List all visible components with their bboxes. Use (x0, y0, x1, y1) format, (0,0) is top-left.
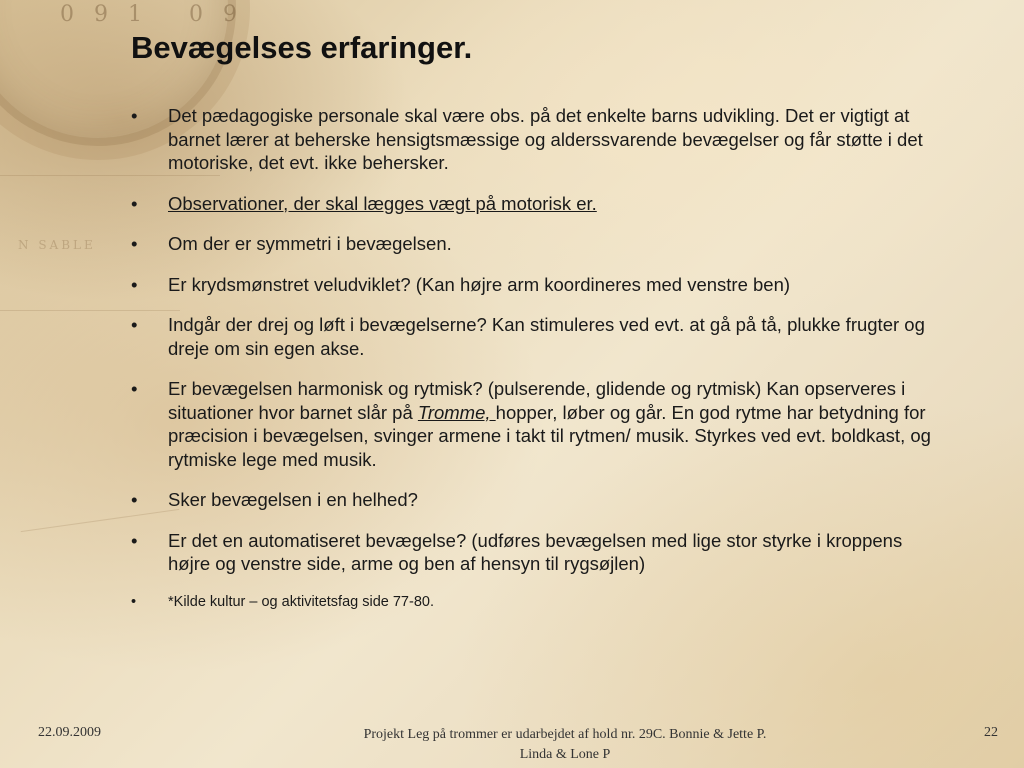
page-number: 22 (984, 725, 998, 740)
source-note (131, 593, 931, 612)
bullet-item (131, 192, 931, 216)
footer-credits-line: Linda & Lone P (519, 747, 611, 762)
bullet-text: Sker bevægelsen i en helhed? (168, 489, 418, 510)
bullet-item (131, 529, 931, 576)
bullet-item (131, 104, 931, 175)
bullet-text: Er det en automatiseret bevægelse? (udføres bevægelsen med lige stor styrke i kroppens højre og venstre side, arme og ben af hensyn til rygsøjlen) (168, 529, 903, 574)
bullet-list (131, 104, 931, 629)
compass-marks: 091 09 (60, 2, 257, 27)
bullet-text: Er bevægelsen harmonisk og rytmisk? (pulserende, glidende og rytmisk) Kan opserveres i situationer hvor barnet slår på (168, 378, 906, 423)
bullet-item (131, 273, 931, 297)
map-text-decoration: N SABLE (18, 238, 96, 252)
bullet-text: hopper, løber og går. En god rytme har betydning for præcision i bevægelsen, svinger armene i takt til rytmen/ musik. Styrkes ved evt. boldkast, og rytmiske lege med musik. (168, 401, 931, 470)
bullet-text: Om der er symmetri i bevægelsen. (168, 233, 452, 254)
bullet-emphasis: Tromme, (417, 401, 496, 423)
bullet-text: Det pædagogiske personale skal være obs. på det enkelte barns udvikling. Det er vigtigt at barnet lærer at beherske hensigtsmæssige og alderssvarende bevægelser og får støtte i det motoriske, det evt. ikke behersker. (168, 105, 923, 173)
source-text: *Kilde kultur – og aktivitetsfag side 77-80. (168, 593, 434, 610)
bullet-item (131, 488, 931, 512)
bullet-item (131, 377, 931, 471)
footer-credits-line: Projekt Leg på trommer er udarbejdet af hold nr. 29C. Bonnie & Jette P. (363, 727, 767, 742)
bullet-text: Indgår der drej og løft i bevægelserne? Kan stimuleres ved evt. at gå på tå, plukke frugter og dreje om sin egen akse. (168, 314, 925, 359)
bullet-item (131, 232, 931, 256)
bullet-text-underlined: Observationer, der skal lægges vægt på motorisk er. (168, 192, 597, 214)
bullet-item (131, 313, 931, 360)
slide-title: Bevægelses erfaringer. (131, 30, 473, 65)
footer-date: 22.09.2009 (38, 725, 101, 740)
bullet-text: Er krydsmønstret veludviklet? (Kan højre arm koordineres med venstre ben) (168, 273, 791, 295)
footer-credits (300, 725, 830, 765)
